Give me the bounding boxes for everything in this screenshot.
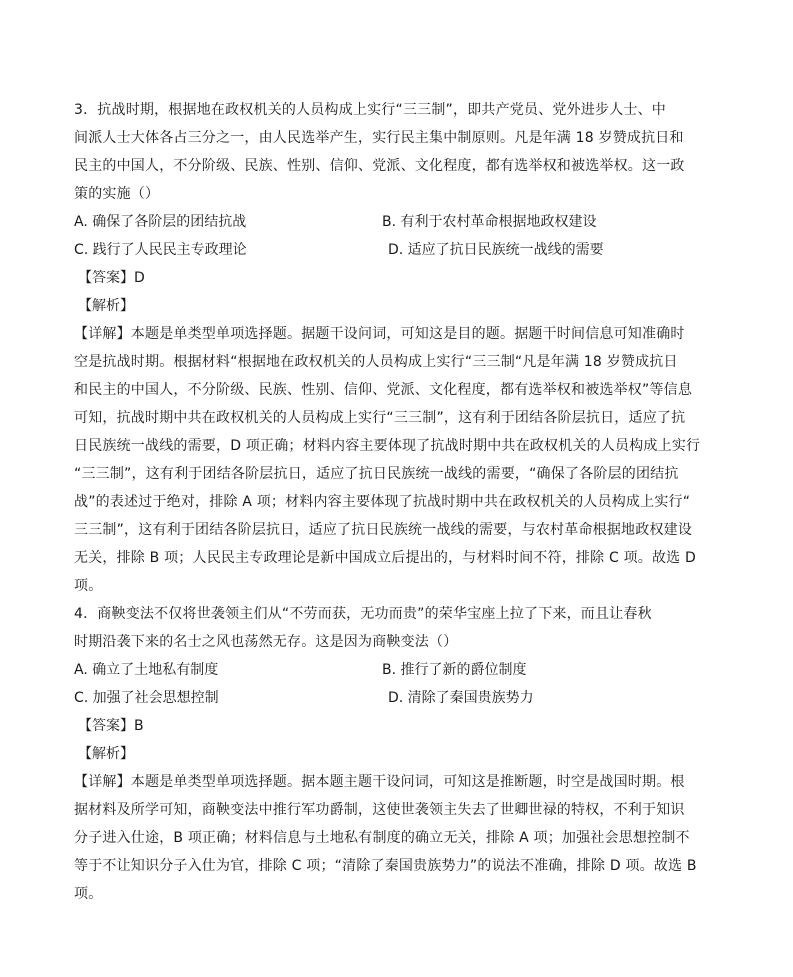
question-3-detail-line: 三三制”，这有利于团结各阶层抗日，适应了抗日民族统一战线的需要，与农村革命根据地政权建设 [74,522,693,538]
question-4-detail-line: 等于不让知识分子入仕为官，排除 C 项；“清除了秦国贵族势力”的说法不准确，排除 D 项。故选 B [74,858,697,874]
question-3-detail-line: “三三制”，这有利于团结各阶层抗日，适应了抗日民族统一战线的需要，“确保了各阶层的团结抗 [74,466,679,482]
question-3-option-b: B. 有利于农村革命根据地政权建设 [382,214,597,230]
question-4-detail-line: 项。 [74,886,103,902]
question-3-stem-line-3: 民主的中国人，不分阶级、民族、性别、信仰、党派、文化程度，都有选举权和被选举权。这一政 [74,158,685,174]
question-3 [74,96,714,600]
question-3-options-row-2 [74,236,714,264]
question-3-stem-line-2: 间派人士大体各占三分之一，由人民选举产生，实行民主集中制原则。凡是年满 18 岁赞成抗日和 [74,130,684,146]
question-3-answer: 【答案】D [78,270,145,286]
question-3-detail-line: 空是抗战时期。根据材料“根据地在政权机关的人员构成上实行“三三制“凡是年满 18 岁赞成抗日 [74,354,678,370]
question-4-answer: 【答案】B [78,718,144,734]
question-3-option-c: C. 践行了人民民主专政理论 [74,242,247,258]
question-3-detail-line: 和民主的中国人，不分阶级、民族、性别、信仰、党派、文化程度，都有选举权和被选举权”等信息 [74,382,693,398]
question-4-options-row-1 [74,656,714,684]
question-3-detail-line: 日民族统一战线的需要，D 项正确；材料内容主要体现了抗战时期中共在政权机关的人员构成上实行 [74,438,701,454]
question-4-stem-line-2: 时期沿袭下来的名士之风也荡然无存。这是因为商鞅变法（） [74,634,458,650]
question-4-detail-line: 分子进入仕途，B 项正确；材料信息与土地私有制度的确立无关，排除 A 项；加强社会思想控制不 [74,830,690,846]
question-4-option-a: A. 确立了土地私有制度 [74,662,219,678]
question-3-detail-line: 战”的表述过于绝对，排除 A 项；材料内容主要体现了抗战时期中共在政权机关的人员构成上实行“ [74,494,691,510]
question-4-option-d: D. 清除了秦国贵族势力 [388,690,534,706]
question-4-option-c: C. 加强了社会思想控制 [74,690,219,706]
question-4-detail-line: 据材料及所学可知，商鞅变法中推行军功爵制，这使世袭领主失去了世卿世禄的特权，不利于知识 [74,802,685,818]
document-page [74,96,714,908]
question-3-stem-line-1: 3．抗战时期，根据地在政权机关的人员构成上实行“三三制”，即共产党员、党外进步人士、中 [74,102,667,118]
question-4 [74,600,714,908]
question-3-analysis-label: 【解析】 [78,298,134,314]
question-4-options-row-2 [74,684,714,712]
question-3-detail-line: 【详解】本题是单类型单项选择题。据题干设问词，可知这是目的题。据题干时间信息可知准确时 [74,326,685,342]
question-4-stem-line-1: 4．商鞅变法不仅将世袭领主们从“不劳而获，无功而贵”的荣华宝座上拉了下来，而且让春秋 [74,606,652,622]
question-3-option-d: D. 适应了抗日民族统一战线的需要 [388,242,604,258]
question-4-analysis-label: 【解析】 [78,746,134,762]
question-3-detail-line: 可知，抗战时期中共在政权机关的人员构成上实行“三三制”，这有利于团结各阶层抗日，适应了抗 [74,410,686,426]
question-3-options-row-1 [74,208,714,236]
question-4-detail-line: 【详解】本题是单类型单项选择题。据本题主题干设问词，可知这是推断题，时空是战国时期。根 [74,774,685,790]
question-3-detail-line: 无关，排除 B 项；人民民主专政理论是新中国成立后提出的，与材料时间不符，排除 C 项。故选 D [74,550,697,566]
question-4-option-b: B. 推行了新的爵位制度 [382,662,527,678]
question-3-stem-line-4: 策的实施（） [74,186,160,202]
question-3-detail-line: 项。 [74,578,103,594]
question-3-option-a: A. 确保了各阶层的团结抗战 [74,214,247,230]
